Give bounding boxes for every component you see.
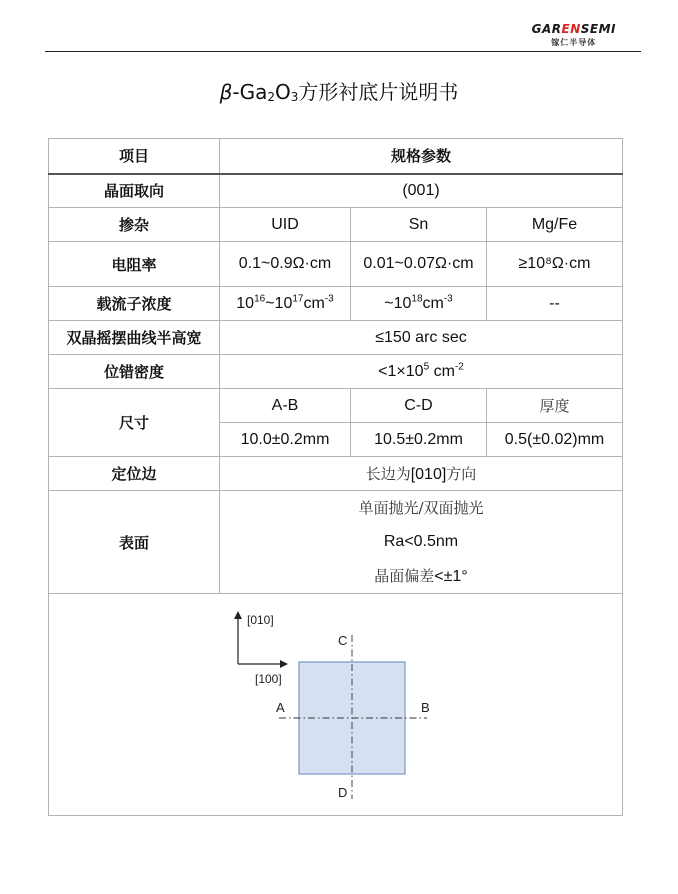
doping-mgfe: Mg/Fe xyxy=(487,208,623,242)
spec-table xyxy=(48,138,623,816)
label-b: B xyxy=(421,699,430,715)
resistivity-sn: 0.01~0.07Ω·cm xyxy=(351,242,487,287)
row-surface xyxy=(49,491,623,594)
row-size-headers xyxy=(49,389,623,423)
carrier-uid: $10^{16}\sim 10^{17}cm^{-3}$ xyxy=(220,287,351,321)
axis-100-label: [100] xyxy=(255,671,282,686)
size-header-ab: A-B xyxy=(220,389,351,423)
row-dislocation xyxy=(49,355,623,389)
row-flat xyxy=(49,457,623,491)
size-value-ab: 10.0±0.2mm xyxy=(220,423,351,457)
doping-sn: Sn xyxy=(351,208,487,242)
header-item: 项目 xyxy=(49,139,220,174)
header-divider xyxy=(45,51,641,52)
flat-label: 定位边 xyxy=(49,457,220,491)
dislocation-label: 位错密度 xyxy=(49,355,220,389)
size-label: 尺寸 xyxy=(49,389,220,457)
doping-uid: UID xyxy=(220,208,351,242)
brand-logo xyxy=(532,22,616,48)
wafer-diagram xyxy=(49,595,621,815)
fwhm-value: ≤150 arc sec xyxy=(220,321,623,355)
surface-polish: 单面抛光/双面抛光 xyxy=(358,499,484,517)
resistivity-uid: 0.1~0.9Ω·cm xyxy=(220,242,351,287)
dislocation-value: $<1\times 10^5$ $cm^{-2}$ xyxy=(220,355,623,389)
axis-010-label: [010] xyxy=(247,612,274,627)
carrier-mgfe: -- xyxy=(487,287,623,321)
document-title: $\beta-Ga_2O_3$方形衬底片说明书 xyxy=(219,80,459,104)
table-header-row xyxy=(49,139,623,174)
carrier-label: 载流子浓度 xyxy=(49,287,220,321)
carrier-sn: $\sim 10^{18}cm^{-3}$ xyxy=(351,287,487,321)
size-value-thickness: 0.5(±0.02)mm xyxy=(487,423,623,457)
row-carrier xyxy=(49,287,623,321)
row-orientation xyxy=(49,174,623,208)
surface-roughness: Ra<0.5nm xyxy=(383,533,459,550)
surface-label: 表面 xyxy=(49,491,220,594)
resistivity-label: 电阻率 xyxy=(49,242,220,287)
logo-wordmark: GARENSEMI xyxy=(531,22,616,36)
fwhm-label: 双晶摇摆曲线半高宽 xyxy=(49,321,220,355)
row-diagram xyxy=(49,594,623,816)
logo-subtitle: 镓仁半导体 xyxy=(551,38,597,47)
surface-value xyxy=(220,491,623,594)
size-header-cd: C-D xyxy=(351,389,487,423)
surface-miscut: 晶面偏差<±1° xyxy=(374,567,468,585)
row-doping xyxy=(49,208,623,242)
label-d: D xyxy=(338,784,348,800)
label-c: C xyxy=(338,632,348,648)
row-resistivity xyxy=(49,242,623,287)
header-spec: 规格参数 xyxy=(220,139,623,174)
flat-value: 长边为[010]方向 xyxy=(220,457,623,491)
size-value-cd: 10.5±0.2mm xyxy=(351,423,487,457)
diagram-cell xyxy=(49,594,623,816)
orientation-value: (001) xyxy=(220,174,623,208)
doping-label: 掺杂 xyxy=(49,208,220,242)
orientation-label: 晶面取向 xyxy=(49,174,220,208)
size-header-thickness: 厚度 xyxy=(487,389,623,423)
label-a: A xyxy=(276,699,285,715)
resistivity-mgfe: ≥10⁸Ω·cm xyxy=(487,242,623,287)
row-fwhm xyxy=(49,321,623,355)
